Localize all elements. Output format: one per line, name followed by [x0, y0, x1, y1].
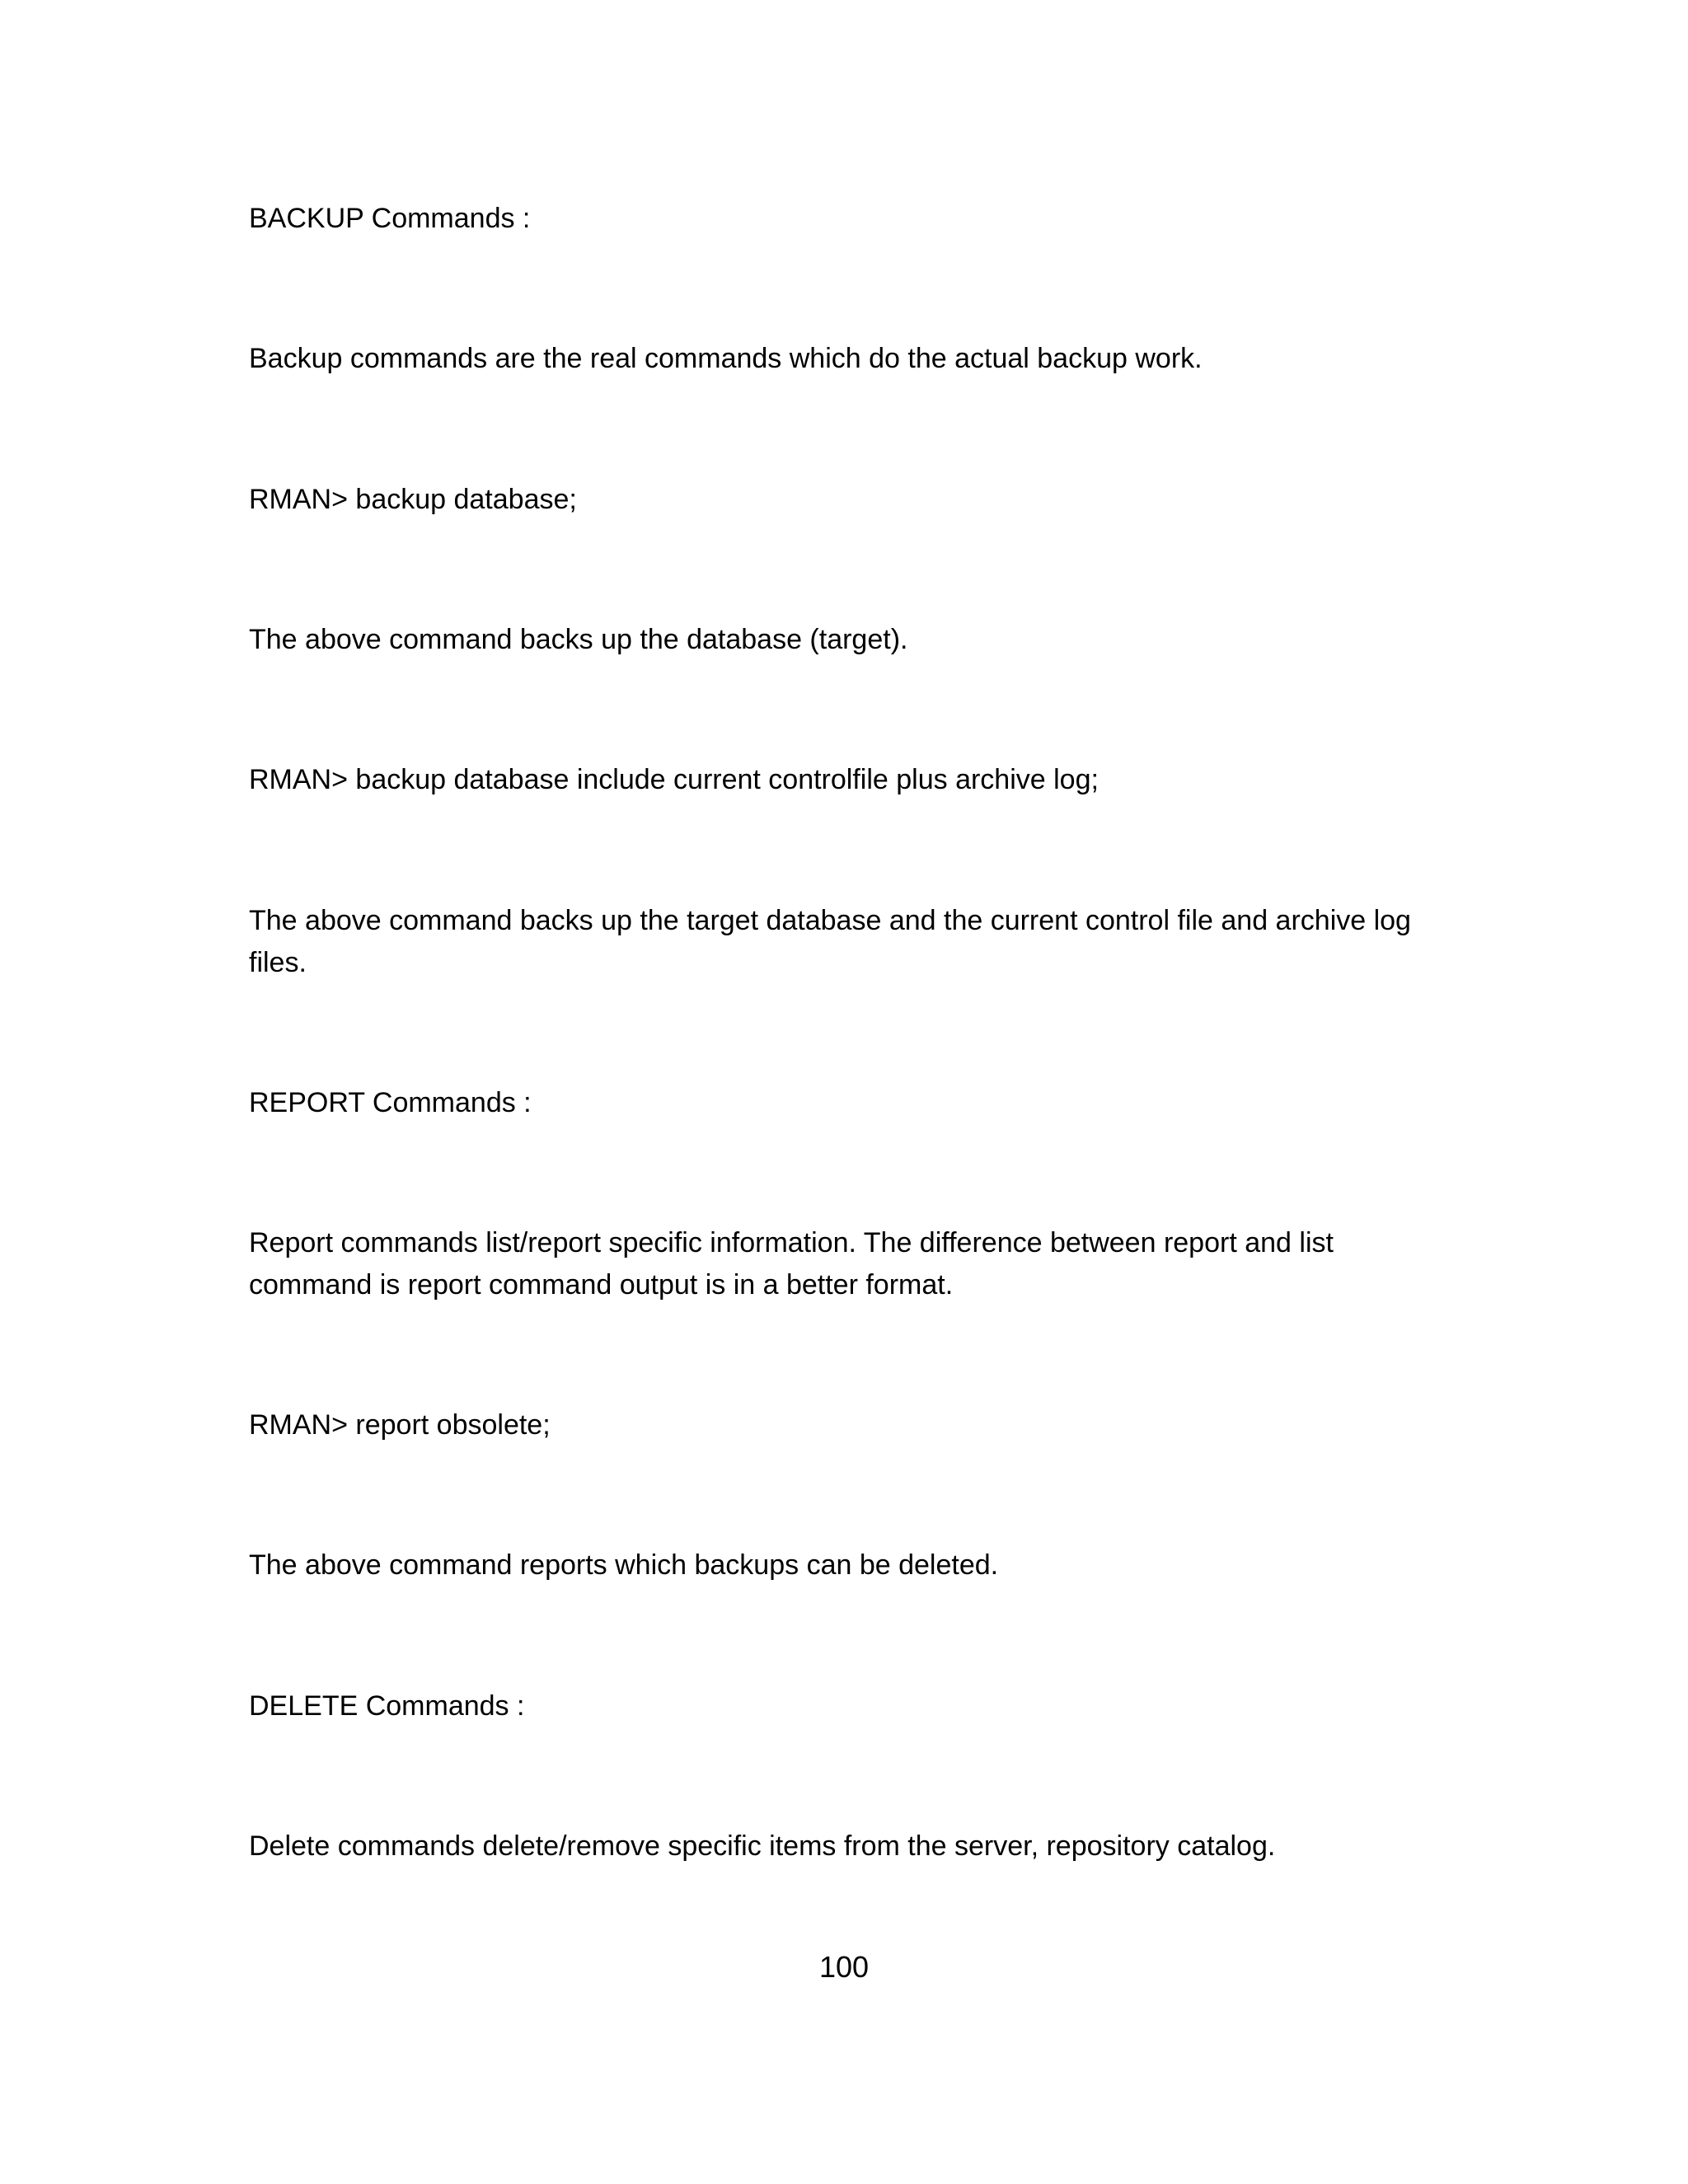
command-backup-database-full: RMAN> backup database include current controlfile plus archive log; — [249, 764, 1099, 795]
paragraph-report-description: Report commands list/report specific information. The difference between report and list command is report command output is in a better format. — [249, 1227, 1334, 1301]
section-heading-backup: BACKUP Commands : — [249, 203, 531, 234]
section-heading-report: REPORT Commands : — [249, 1087, 532, 1118]
command-backup-database: RMAN> backup database; — [249, 484, 577, 515]
page-number: 100 — [818, 1950, 870, 1984]
paragraph-delete-description: Delete commands delete/remove specific items from the server, repository catalog. — [249, 1830, 1276, 1862]
paragraph-report-obsolete-explanation: The above command reports which backups can be deleted. — [249, 1549, 999, 1581]
command-report-obsolete: RMAN> report obsolete; — [249, 1409, 551, 1441]
paragraph-backup-full-explanation: The above command backs up the target database and the current control file and archive log files. — [249, 905, 1411, 978]
section-heading-delete: DELETE Commands : — [249, 1690, 525, 1722]
paragraph-backup-database-explanation: The above command backs up the database (target). — [249, 624, 908, 655]
paragraph-backup-description: Backup commands are the real commands which do the actual backup work. — [249, 343, 1203, 374]
